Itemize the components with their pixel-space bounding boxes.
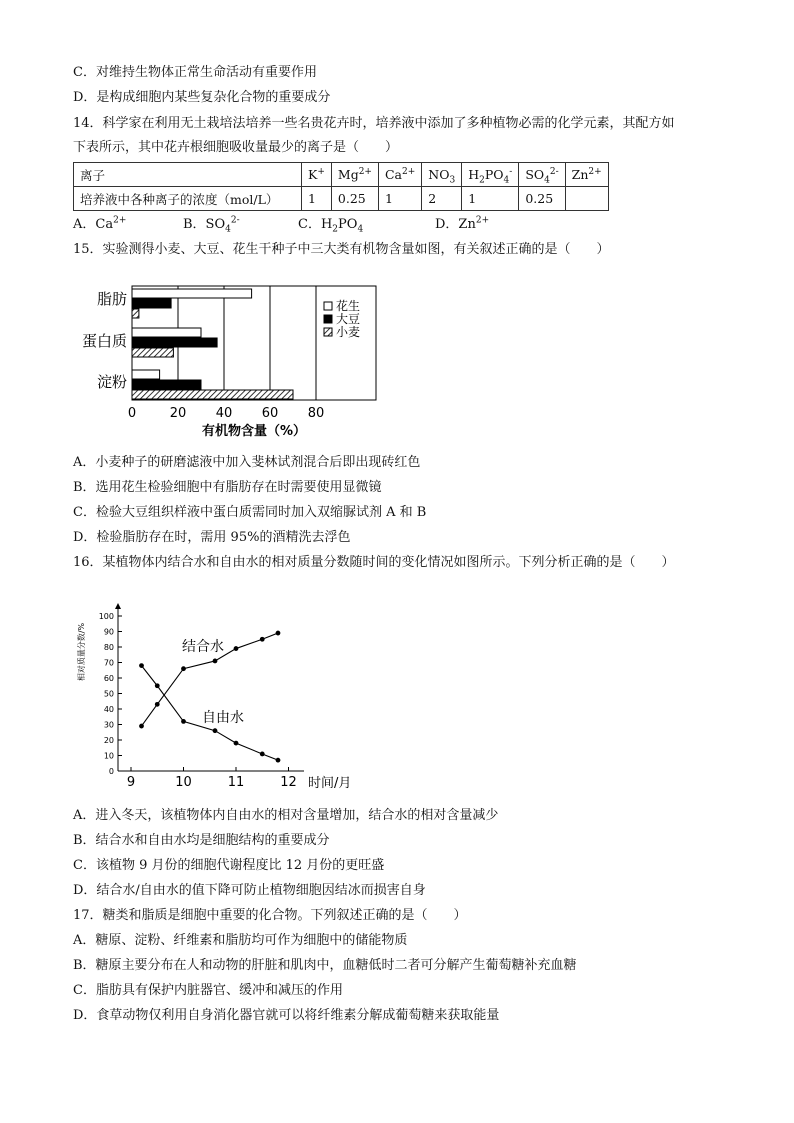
q16-option-c: C．该植物 9 月份的细胞代谢程度比 12 月份的更旺盛 [73, 858, 385, 873]
data-point [260, 752, 265, 757]
data-point [181, 666, 186, 671]
y-tick-label: 70 [103, 658, 114, 668]
q13-option-c: C．对维持生物体正常生命活动有重要作用 [73, 65, 317, 80]
series-label-bound-water: 结合水 [182, 639, 224, 655]
data-point [276, 758, 281, 763]
table-header-concentration: 培养液中各种离子的浓度（mol/L） [74, 187, 302, 211]
table-row [74, 163, 609, 187]
category-label: 脂肪 [96, 290, 127, 308]
table-cell: 2 [422, 187, 462, 211]
y-tick-label: 30 [103, 720, 114, 730]
data-point [181, 719, 186, 724]
y-tick-label: 0 [108, 767, 114, 776]
x-tick-label: 12 [280, 775, 297, 790]
x-tick-label: 10 [175, 775, 192, 790]
legend-label: 大豆 [336, 312, 361, 326]
q17-option-a: A．糖原、淀粉、纤维素和脂肪均可作为细胞中的储能物质 [73, 933, 408, 948]
x-tick-label: 9 [126, 775, 136, 790]
ion-concentration-table [73, 162, 609, 211]
q14-option-c: C．$H_2PO_4$ [298, 217, 364, 235]
x-tick-label: 60 [261, 406, 279, 421]
data-point [234, 646, 239, 651]
bar [132, 299, 171, 308]
table-cell: 1 [462, 187, 519, 211]
x-tick-label: 11 [227, 775, 245, 790]
q15-option-a: A．小麦种子的研磨滤液中加入斐林试剂混合后即出现砖红色 [73, 455, 421, 470]
q17-option-b: B．糖原主要分布在人和动物的肝脏和肌肉中，血糖低时二者可分解产生葡萄糖补充血糖 [73, 958, 577, 973]
bar [132, 328, 201, 337]
data-point [155, 702, 160, 707]
table-header-ion: 离子 [74, 163, 302, 187]
legend-swatch [324, 315, 332, 323]
bar [132, 309, 139, 318]
data-point [139, 724, 144, 729]
q14-option-a: A．$Ca^{2+}$ [73, 215, 127, 232]
q16-stem: 16．某植物体内结合水和自由水的相对质量分数随时间的变化情况如图所示。下列分析正确的是（ ） [73, 555, 675, 570]
x-tick-label: 0 [127, 406, 137, 421]
q14-stem-line-2: 下表所示，其中花卉根细胞吸收量最少的离子是（ ） [73, 140, 399, 155]
ion-k: K+ [302, 163, 332, 187]
category-label: 蛋白质 [81, 332, 127, 350]
data-point [260, 637, 265, 642]
legend-label: 小麦 [336, 325, 361, 339]
legend-swatch [324, 302, 332, 310]
organic-content-bar-chart [72, 280, 392, 442]
ion-ca: $Ca^{2+}$ [378, 163, 421, 187]
table-row [74, 187, 609, 211]
data-point [139, 663, 144, 668]
data-point [276, 631, 281, 636]
q17-stem: 17．糖类和脂质是细胞中重要的化合物。下列叙述正确的是（ ） [73, 908, 467, 923]
bar [132, 370, 160, 379]
q13-option-d: D．是构成细胞内某些复杂化合物的重要成分 [73, 90, 331, 105]
x-tick-label: 20 [169, 406, 187, 421]
legend-label: 花生 [336, 299, 361, 313]
y-tick-label: 20 [103, 736, 114, 745]
ion-so4: $SO_4^{2-}$ [519, 163, 565, 187]
q15-option-b: B．选用花生检验细胞中有脂肪存在时需要使用显微镜 [73, 480, 382, 495]
table-cell: 1 [378, 187, 421, 211]
q17-option-d: D．食草动物仅利用自身消化器官就可以将纤维素分解成葡萄糖来获取能量 [73, 1008, 500, 1023]
legend-swatch [324, 328, 332, 336]
ion-h2po4: $H_2PO_4^-$ [462, 163, 519, 187]
q16-option-b: B．结合水和自由水均是细胞结构的重要成分 [73, 833, 330, 848]
ion-zn: $Zn^{2+}$ [565, 163, 608, 187]
q14-option-b: B．$SO_4^{2-}$ [183, 215, 240, 235]
y-tick-label: 80 [103, 643, 114, 652]
y-tick-label: 60 [103, 674, 114, 683]
category-label: 淀粉 [96, 373, 127, 391]
q15-option-c: C．检验大豆组织样液中蛋白质需同时加入双缩脲试剂 A 和 B [73, 505, 427, 520]
bar [132, 289, 252, 298]
x-tick-label: 40 [215, 406, 233, 421]
y-tick-label: 10 [103, 751, 114, 761]
table-cell: 0.25 [519, 187, 565, 211]
bar [132, 338, 217, 347]
q15-stem: 15．实验测得小麦、大豆、花生干种子中三大类有机物含量如图，有关叙述正确的是（ ） [73, 242, 610, 257]
data-point [213, 728, 218, 733]
water-content-line-chart [72, 590, 372, 795]
q16-option-a: A．进入冬天，该植物体内自由水的相对含量增加，结合水的相对含量减少 [73, 808, 499, 823]
q14-stem-line-1: 14．科学家在利用无土栽培法培养一些名贵花卉时，培养液中添加了多种植物必需的化学元素，其配方如 [73, 116, 675, 131]
line-x-axis-label: 时间/月 [308, 776, 352, 791]
table-cell: 0.25 [331, 187, 378, 211]
q14-option-d: D．$Zn^{2+}$ [435, 215, 490, 232]
q17-option-c: C．脂肪具有保护内脏器官、缓冲和减压的作用 [73, 983, 343, 998]
data-point [155, 683, 160, 688]
table-cell [565, 187, 608, 211]
data-point [213, 659, 218, 664]
series-label-free-water: 自由水 [202, 710, 244, 726]
y-tick-label: 50 [103, 689, 114, 699]
q16-option-d: D．结合水/自由水的值下降可防止植物细胞因结冰而损害自身 [73, 883, 426, 898]
y-tick-label: 100 [98, 612, 114, 621]
table-cell: 1 [302, 187, 332, 211]
x-tick-label: 80 [307, 406, 325, 421]
bar [132, 348, 173, 357]
q15-option-d: D．检验脂肪存在时，需用 95%的酒精洗去浮色 [73, 530, 351, 545]
ion-no3: $NO_3$ [422, 163, 462, 187]
y-tick-label: 40 [103, 705, 114, 714]
bar [132, 380, 201, 389]
data-point [234, 741, 239, 746]
y-tick-label: 90 [103, 627, 114, 637]
bar [132, 390, 293, 399]
ion-mg: $Mg^{2+}$ [331, 163, 378, 187]
bar-x-axis-label: 有机物含量（%） [201, 424, 307, 439]
line-y-axis-label: 相对质量分数/% [77, 622, 86, 682]
